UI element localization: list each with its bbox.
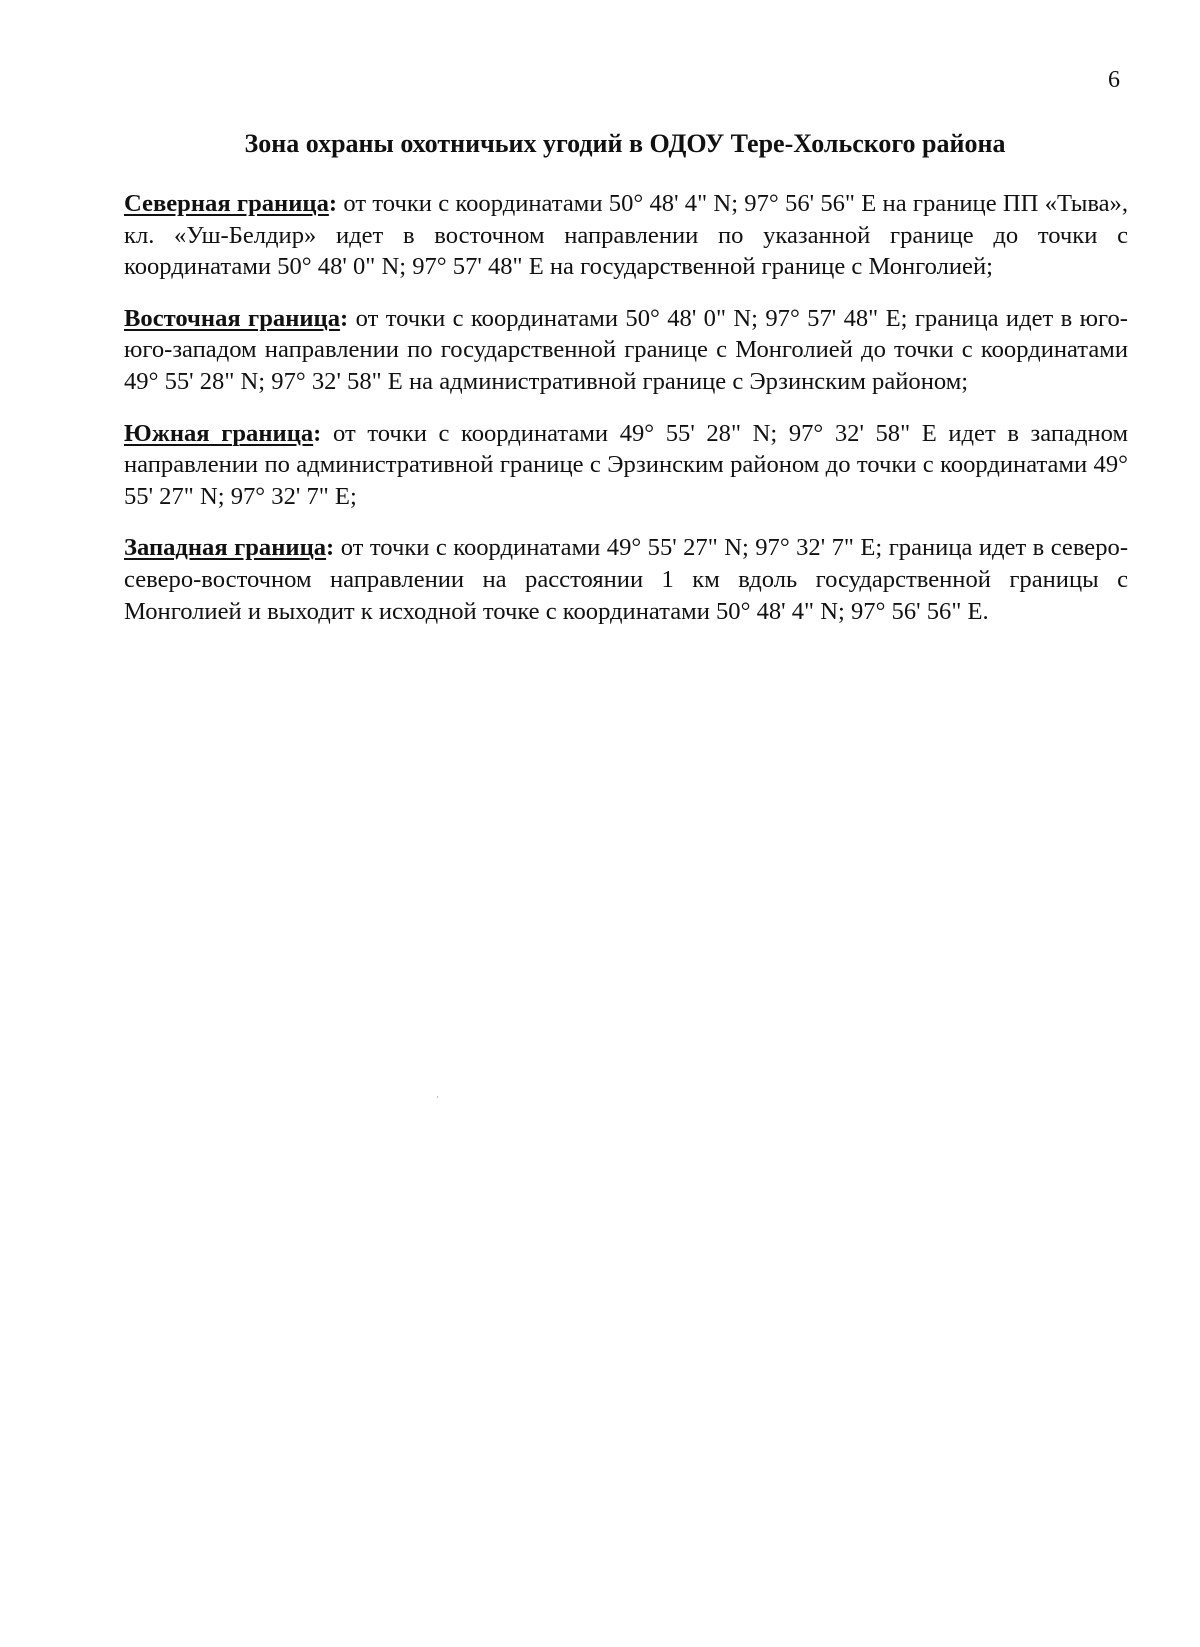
- section-text: от точки с координатами 49° 55' 28" N; 97° 32' 58" E идет в западном направлении по административной границе с Эрзинским районом до точки с координатами 49° 55' 27" N; 97° 32' 7" E;: [124, 419, 1129, 510]
- boundary-sections: [124, 188, 1128, 647]
- heading-colon: :: [326, 534, 335, 562]
- section-text: от точки с координатами 49° 55' 27" N; 97° 32' 7" E; граница идет в северо-северо-восточном направлении на расстоянии 1 км вдоль государственной границы с Монголией и выходит к исходной точке с координатами 50° 48' 4" N; 97° 56' 56" E.: [124, 534, 1129, 625]
- document-title: Зона охраны охотничьих угодий в ОДОУ Тере-Хольского района: [244, 129, 1006, 158]
- section-heading: Северная граница: [124, 190, 329, 217]
- section-heading: Западная граница: [124, 534, 327, 562]
- section-heading: Южная граница: [124, 419, 314, 447]
- page-number: 6: [1108, 67, 1120, 93]
- heading-colon: :: [328, 190, 338, 217]
- section-north-boundary: [124, 188, 1128, 283]
- scan-speck: [437, 1096, 438, 1098]
- heading-colon: :: [340, 304, 349, 332]
- section-text: от точки с координатами 50° 48' 4" N; 97° 56' 56" E на границе ПП «Тыва», кл. «Уш-Белдир» идет в восточном направлении по указанной границе до точки с координатами 50° 48' 0" N; 97° 57' 48" E на государственной границе с Монголией;: [124, 190, 1128, 281]
- section-east-boundary: [124, 303, 1128, 398]
- section-text: от точки с координатами 50° 48' 0" N; 97° 57' 48" E; граница идет в юго-юго-западом направлении по государственной границе с Монголией до точки с координатами 49° 55' 28" N; 97° 32' 58" E на административной границе с Эрзинским районом;: [124, 304, 1128, 395]
- heading-colon: :: [313, 419, 322, 447]
- section-west-boundary: [124, 532, 1128, 627]
- section-south-boundary: [124, 418, 1128, 513]
- section-heading: Восточная граница: [124, 304, 341, 332]
